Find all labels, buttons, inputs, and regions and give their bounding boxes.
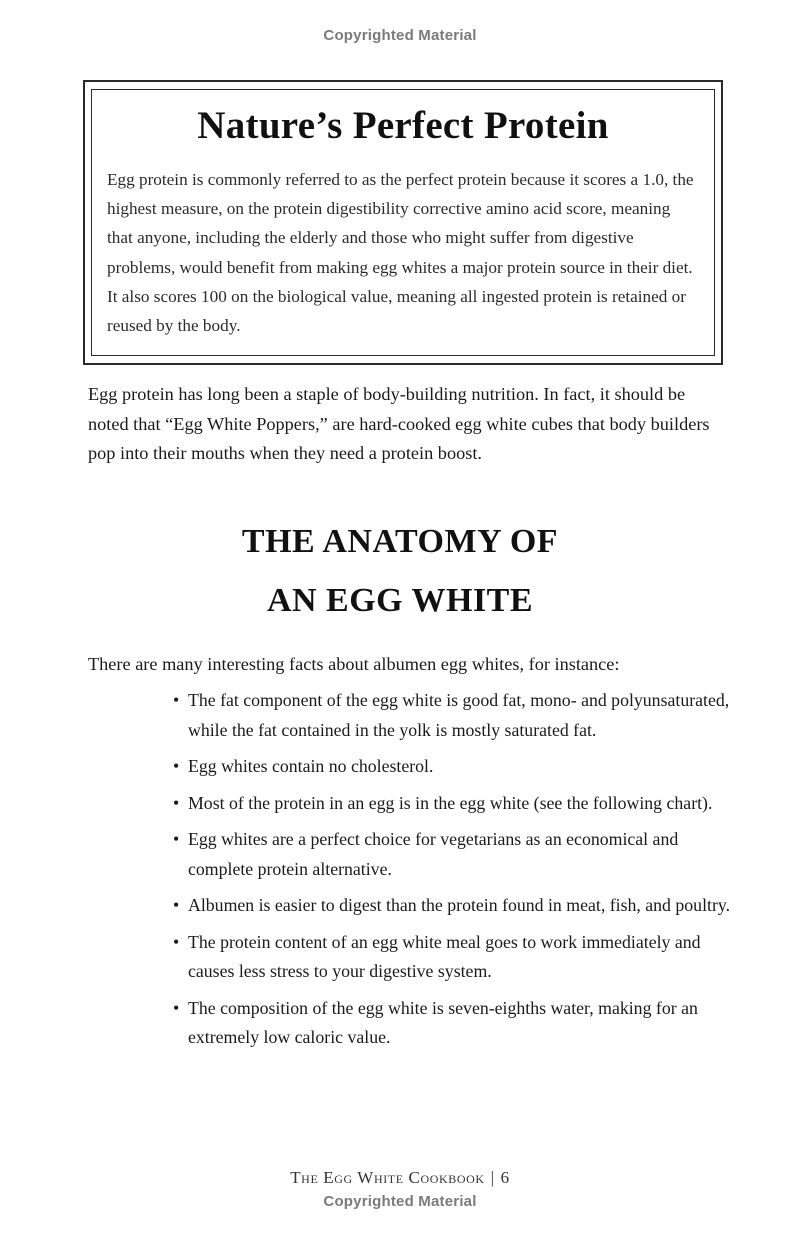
watermark-bottom: Copyrighted Material [323, 1193, 477, 1210]
page-footer [0, 1168, 800, 1188]
section-heading-line-2: AN EGG WHITE [266, 582, 534, 619]
list-item: • The fat component of the egg white is good fat, mono- and polyunsaturated, while the fat contained in the yolk is mostly saturated fat. [172, 686, 732, 745]
list-item: • Egg whites are a perfect choice for vegetarians as an economical and complete protein alternative. [172, 825, 732, 884]
list-item: • The protein content of an egg white meal goes to work immediately and causes less stress to your digestive system. [172, 928, 732, 987]
facts-list [172, 686, 732, 1060]
list-item: • Albumen is easier to digest than the protein found in meat, fish, and poultry. [172, 891, 732, 921]
list-item: • The composition of the egg white is seven-eighths water, making for an extremely low caloric value. [172, 994, 732, 1053]
intro-paragraph: Egg protein has long been a staple of body-building nutrition. In fact, it should be noted that “Egg White Poppers,” are hard-cooked egg white cubes that body builders pop into their mouths when they need a protein boost. [88, 384, 710, 463]
footer-book-title: The Egg White Cookbook [290, 1168, 485, 1187]
watermark-top: Copyrighted Material [323, 27, 477, 44]
sidebar-text: Egg protein is commonly referred to as the perfect protein because it scores a 1.0, the highest measure, on the protein digestibility corrective amino acid score, meaning that anyone, including the elderly and those who might suffer from digestive problems, would benefit from making egg whites a major protein source in their diet. It also scores 100 on the biological value, meaning all ingested protein is retained or reused by the body. [107, 170, 694, 336]
list-item: • Egg whites contain no cholesterol. [172, 752, 732, 782]
sidebar-title: Nature’s Perfect Protein [197, 104, 609, 147]
section-lead: There are many interesting facts about albumen egg whites, for instance: [88, 654, 620, 674]
section-heading-line-1: THE ANATOMY OF [241, 523, 559, 560]
page-number: 6 [500, 1168, 510, 1187]
sidebar-inner-border [91, 89, 715, 356]
sidebar-box [83, 80, 723, 365]
list-item: • Most of the protein in an egg is in the egg white (see the following chart). [172, 789, 732, 819]
footer-separator: | [490, 1168, 495, 1187]
